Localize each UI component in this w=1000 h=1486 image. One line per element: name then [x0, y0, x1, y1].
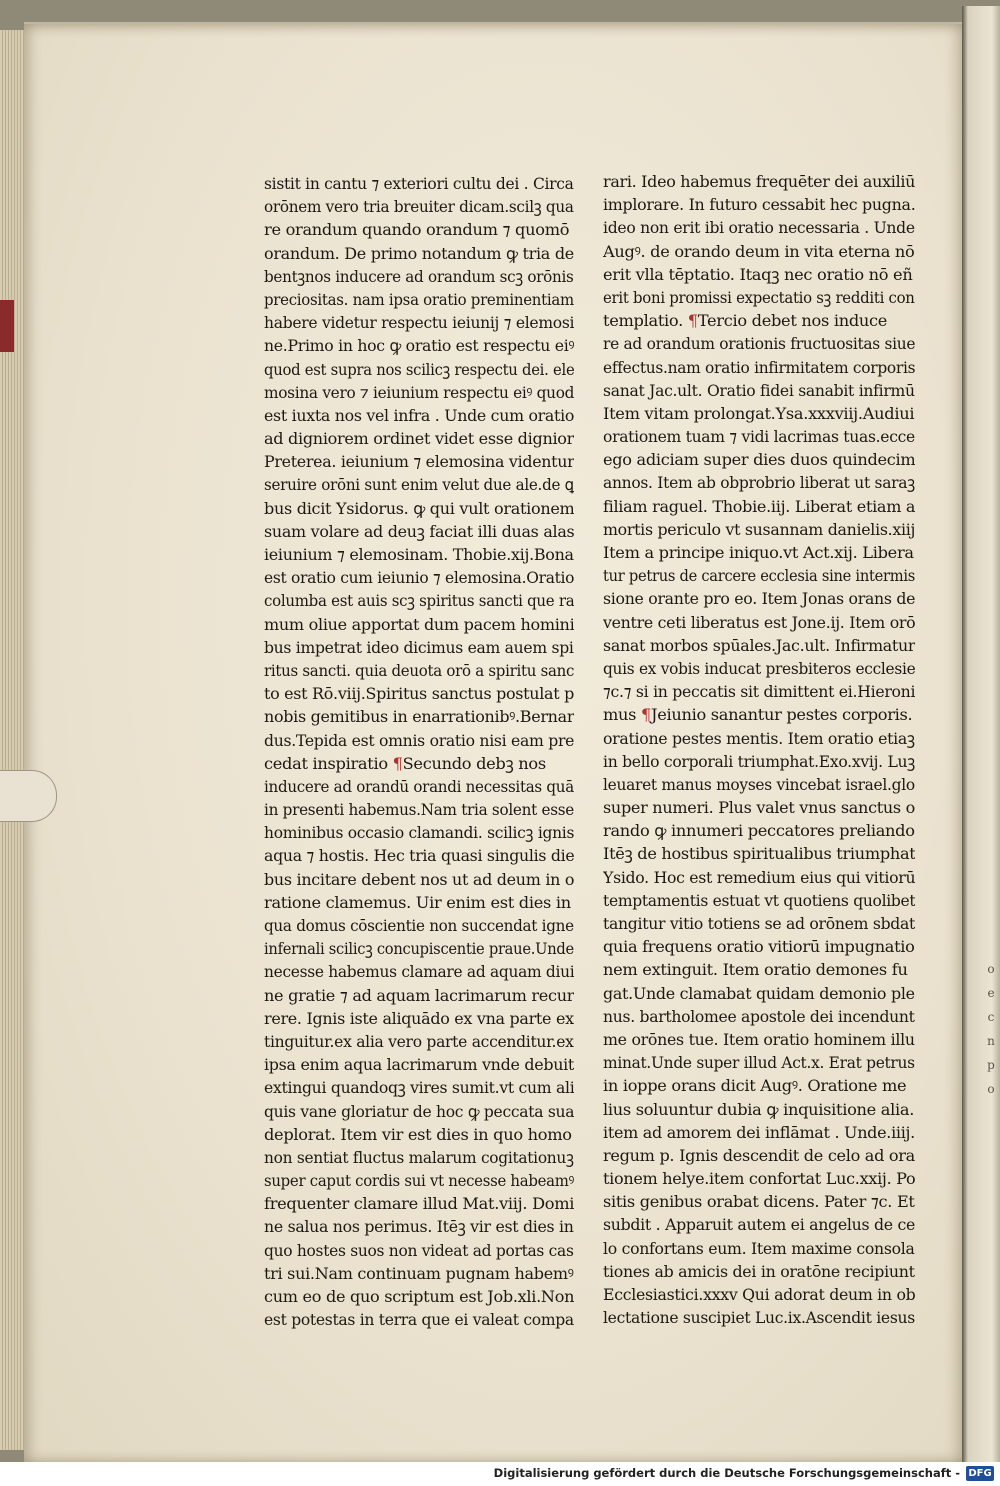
text-column-left [264, 172, 574, 1331]
text-line: regum p. Ignis descendit de celo ad ora [603, 1145, 915, 1165]
text-line: oratione pestes mentis. Item oratio etiaꝫ [603, 728, 915, 748]
text-line: implorare. In futuro cessabit hec pugna. [603, 195, 915, 215]
text-line: Item vitam prolongat.Ysa.xxxviij.Audiui [603, 403, 915, 423]
page-clip-tab [0, 770, 57, 822]
text-line: nobis gemitibus in enarrationibꝰ.Bernar [264, 707, 574, 727]
text-line: sitis genibus orabat dicens. Pater ⁊c. Et [603, 1192, 915, 1212]
text-line: infernali scilicꝫ concupiscentie praue.Unde [264, 939, 574, 959]
text-line: subdit . Apparuit autem ei angelus de ce [603, 1215, 915, 1235]
text-line: tri sui.Nam continuam pugnam habemꝰ [264, 1263, 574, 1283]
edge-letter: e [987, 986, 995, 1000]
text-line: gat.Unde clamabat quidam demonio ple [603, 983, 915, 1003]
text-line: extingui quandoqꝫ vires sumit.vt cum ali [264, 1078, 574, 1098]
text-line: item ad amorem dei inflāmat . Unde.iiij. [603, 1122, 915, 1142]
text-line: hominibus occasio clamandi. scilicꝫ ignis [264, 823, 574, 843]
text-line: mus ¶Jeiunio sanantur pestes corporis. [603, 705, 913, 725]
text-line: re ad orandum orationis fructuositas siue [603, 334, 915, 354]
text-line: rere. Ignis iste aliquādo ex vna parte ex [264, 1008, 574, 1028]
text-line: super caput cordis sui vt necesse habeamꝰ [264, 1171, 574, 1191]
text-line: nem extinguit. Item oratio demones fu [603, 960, 908, 980]
edge-letter: c [987, 1010, 995, 1024]
text-line: tinguitur.ex alia vero parte accenditur.ex [264, 1031, 574, 1051]
text-line: preciositas. nam ipsa oratio preminentiam [264, 289, 574, 309]
text-line: orandum. De primo notandum ꝙ tria de [264, 243, 574, 263]
text-line: effectus.nam oratio infirmitatem corporis [603, 357, 915, 377]
text-line: cum eo de quo scriptum est Job.xli.Non [264, 1287, 574, 1306]
edge-letter: o [987, 1082, 995, 1096]
text-line: necesse habemus clamare ad aquam diui [264, 962, 574, 982]
rubric-paragraph-mark: ¶ [687, 311, 698, 331]
text-line: Ysido. Hoc est remedium eius qui vitiorū [603, 867, 915, 887]
text-line: to est Rō.viij.Spiritus sanctus postulat p [264, 684, 574, 704]
text-line: bus impetrat ideo dicimus eam auem spi [264, 637, 574, 657]
text-line: Itēꝫ de hostibus spiritualibus triumphat [603, 844, 915, 864]
text-line: quis ex vobis inducat presbiteros ecclesie [603, 658, 915, 678]
rubric-paragraph-mark: ¶ [641, 705, 652, 725]
text-line: filiam raguel. Thobie.iij. Liberat etiam a [603, 496, 915, 516]
text-line: ne.Primo in hoc ꝙ oratio est respectu eiꝰ [264, 336, 574, 356]
text-line: ⁊c.⁊ si in peccatis sit dimittent ei.Hieroni [603, 682, 915, 702]
text-line: ideo non erit ibi oratio necessaria . Unde [603, 218, 915, 238]
book-page-edge-right [962, 6, 1000, 1462]
text-line: quod est supra nos scilicꝫ respectu dei. ele [264, 359, 574, 379]
text-line: ieiunium ⁊ elemosinam. Thobie.xij.Bona [264, 545, 574, 564]
text-line: lectatione suscipiet Luc.ix.Ascendit iesus [603, 1308, 915, 1328]
text-line: ego adiciam super dies duos quindecim [603, 450, 915, 470]
text-line: erit vlla tēptatio. Itaqꝫ nec oratio nō eñ [603, 264, 913, 284]
text-line: temptamentis estuat vt quotiens quolibet [603, 890, 915, 910]
text-line: sione orante pro eo. Item Jonas orans de [603, 589, 915, 609]
text-line: rando ꝙ innumeri peccatores preliando [603, 821, 915, 841]
text-line: in bello corporali triumphat.Exo.xvij. Luꝫ [603, 751, 915, 771]
text-line: templatio. ¶Tercio debet nos induce [603, 311, 888, 331]
text-line: tiones ab amicis dei in oratōne recipiunt [603, 1261, 915, 1281]
text-line: ne salua nos perimus. Itēꝫ vir est dies in [264, 1217, 574, 1237]
text-column-right [603, 170, 915, 1329]
text-line: cedat inspiratio ¶Secundo debꝫ nos [264, 753, 546, 773]
text-line: Augꝰ. de orando deum in vita eterna nō [603, 241, 915, 261]
text-line: tangitur vitio totiens se ad orōnem sbdat [603, 914, 915, 933]
text-line: tur petrus de carcere ecclesia sine intermis [603, 566, 915, 586]
text-line: non sentiat fluctus malarum cogitationuꝫ [264, 1147, 574, 1167]
text-line: super numeri. Plus valet vnus sanctus o [603, 798, 915, 818]
digitization-footer [0, 1462, 1000, 1486]
text-line: annos. Item ab obprobrio liberat ut saraꝫ [603, 473, 915, 493]
text-line: ad digniorem ordinet videt esse dignior [264, 429, 574, 449]
text-line: dus.Tepida est omnis oratio nisi eam pre [264, 730, 574, 750]
text-line: orationem tuam ⁊ vidi lacrimas tuas.ecce [603, 427, 915, 447]
text-line: mortis periculo vt susannam danielis.xiij [603, 519, 915, 539]
text-line: inducere ad orandū orandi necessitas quā [264, 776, 574, 796]
edge-letter: o [987, 962, 995, 976]
text-line: qua domus cōscientie non succendat igne [264, 916, 574, 935]
edge-letter: p [987, 1058, 995, 1072]
text-line: leuaret manus moyses vincebat israel.glo [603, 774, 915, 794]
text-line: lo confortans eum. Item maxime consola [603, 1238, 915, 1258]
text-line: mum oliue apportat dum pacem homini [264, 614, 574, 634]
text-line: ne gratie ⁊ ad aquam lacrimarum recur [264, 985, 574, 1005]
text-line: quo hostes suos non videat ad portas cas [264, 1240, 574, 1260]
book-page-edges-left [0, 30, 27, 1450]
text-line: me orōnes tue. Item oratio hominem illu [603, 1029, 915, 1049]
text-line: frequenter clamare illud Mat.viij. Domi [264, 1194, 574, 1214]
text-line: bentꝫnos inducere ad orandum scꝫ orōnis [264, 266, 574, 286]
text-line: sistit in cantu ⁊ exteriori cultu dei . Circa [264, 174, 574, 193]
text-line: Ecclesiastici.xxxv Qui adorat deum in ob [603, 1285, 915, 1304]
text-line: Preterea. ieiunium ⁊ elemosina videntur [264, 452, 574, 472]
text-line: in presenti habemus.Nam tria solent esse [264, 800, 574, 820]
text-line: ipsa enim aqua lacrimarum vnde debuit [264, 1055, 574, 1075]
edge-letter: n [987, 1034, 995, 1048]
text-line: bus incitare debent nos ut ad deum in o [264, 869, 574, 889]
text-line: Item a principe iniquo.vt Act.xij. Libera [603, 543, 914, 562]
red-binding-marker [0, 300, 14, 352]
text-line: ritus sancti. quia deuota orō a spiritu sanc [264, 660, 574, 680]
text-line: orōnem vero tria breuiter dicam.scilꝫ qua [264, 197, 574, 217]
rubric-paragraph-mark: ¶ [392, 753, 403, 773]
text-line: habere videtur respectu ieiunij ⁊ elemosi [264, 313, 574, 333]
text-line: tionem helye.item confortat Luc.xxij. Po [603, 1169, 915, 1189]
text-line: quis vane gloriatur de hoc ꝙ peccata sua [264, 1101, 574, 1121]
text-line: est potestas in terra que ei valeat compa [264, 1310, 574, 1330]
text-line: mosina vero ⁊ ieiunium respectu eiꝰ quod [264, 382, 574, 402]
text-line: in ioppe orans dicit Augꝰ. Oratione me [603, 1076, 907, 1096]
text-line: est oratio cum ieiunio ⁊ elemosina.Oratio [264, 568, 574, 588]
text-line: erit boni promissi expectatio sꝫ redditi con [603, 287, 915, 307]
text-line: suam volare ad deuꝫ faciat illi duas alas [264, 521, 574, 541]
text-line: ratione clamemus. Uir enim est dies in [264, 892, 571, 912]
text-line: lius soluuntur dubia ꝙ inquisitione alia. [603, 1099, 915, 1119]
dfg-logo: DFG [966, 1466, 994, 1481]
text-line: ventre ceti liberatus est Jone.ij. Item orō [603, 612, 915, 632]
funding-credit: Digitalisierung gefördert durch die Deutsche Forschungsgemeinschaft - [493, 1466, 960, 1480]
text-line: re orandum quando orandum ⁊ quomō [264, 220, 570, 240]
text-line: seruire orōni sunt enim velut due ale.de ꝗ [264, 475, 574, 495]
text-line: sanat morbos spūales.Jac.ult. Infirmatur [603, 635, 915, 655]
text-line: sanat Jac.ult. Oratio fidei sanabit infirmū [603, 380, 915, 400]
text-line: est iuxta nos vel infra . Unde cum oratio [264, 405, 574, 425]
text-line: deplorat. Item vir est dies in quo homo [264, 1124, 572, 1144]
text-line: bus dicit Ysidorus. ꝙ qui vult orationem [264, 498, 574, 518]
text-line: aqua ⁊ hostis. Hec tria quasi singulis die [264, 846, 574, 866]
text-line: quia frequens oratio vitiorū impugnatio [603, 937, 915, 957]
text-line: rari. Ideo habemus frequēter dei auxiliū [603, 172, 915, 191]
text-line: minat.Unde super illud Act.x. Erat petrus [603, 1053, 915, 1073]
text-line: columba est auis scꝫ spiritus sancti que ra [264, 591, 574, 611]
text-line: nus. bartholomee apostole dei incendunt [603, 1006, 915, 1026]
